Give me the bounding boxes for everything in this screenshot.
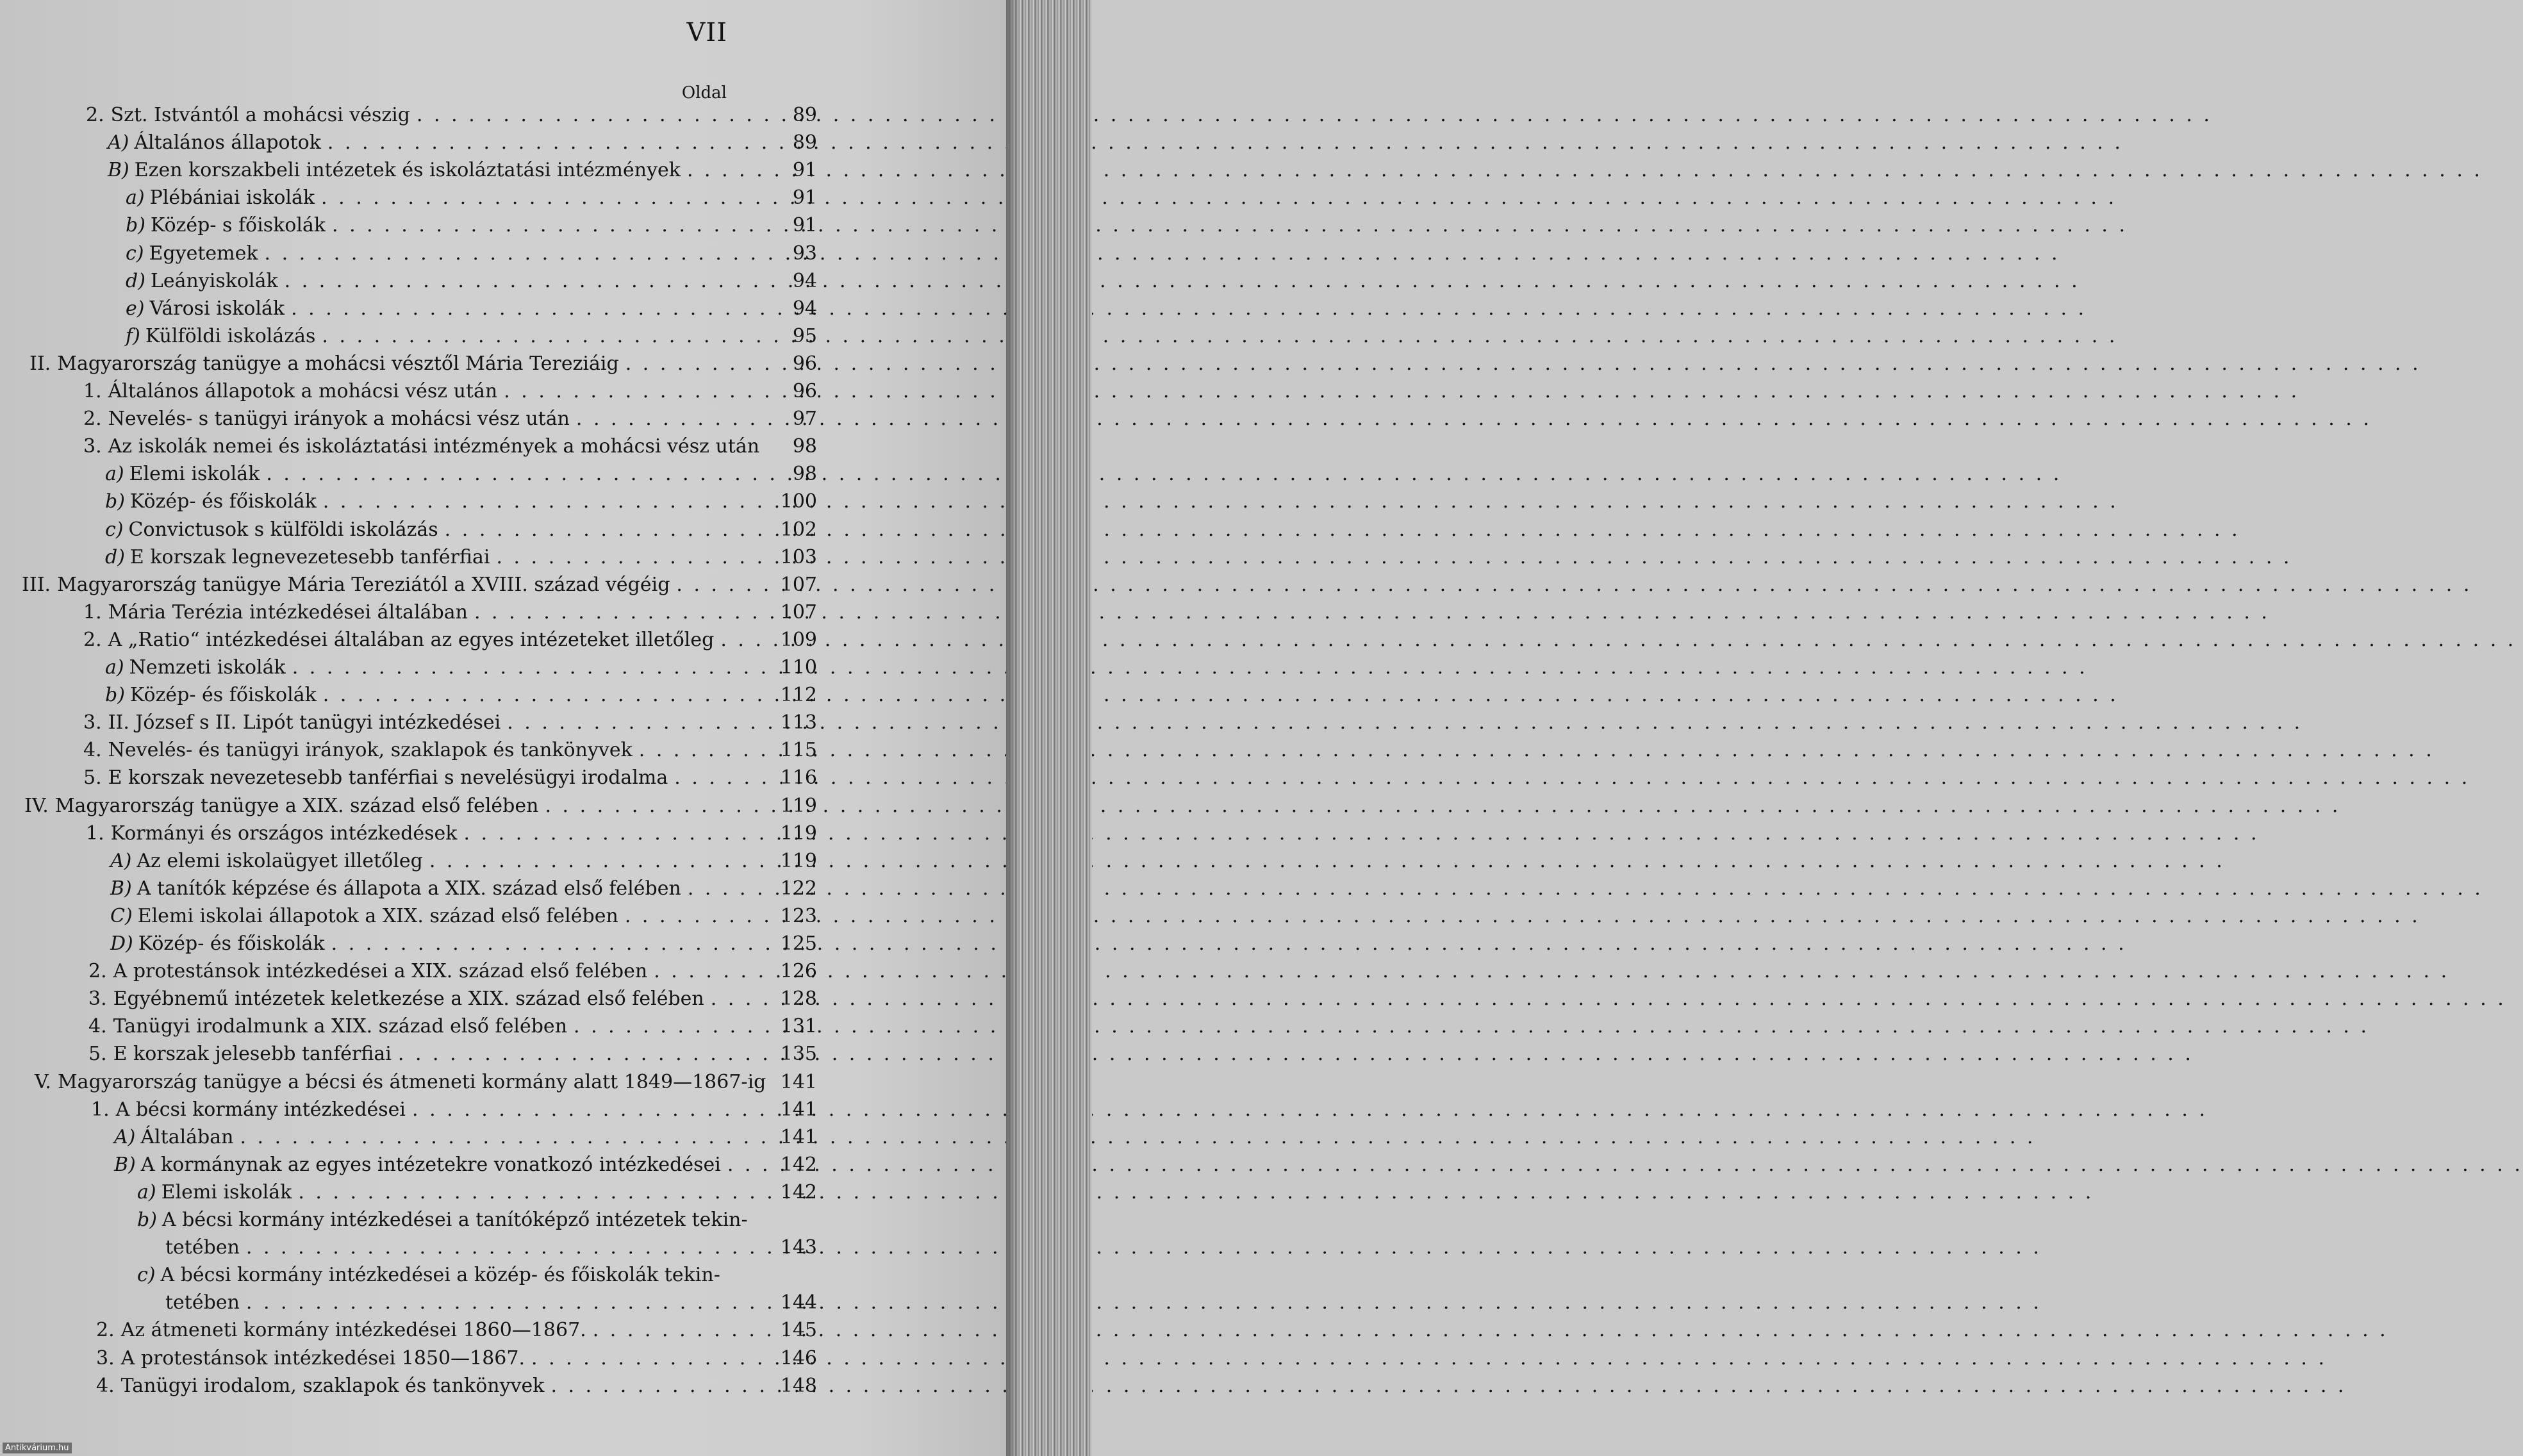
- dot-leader: [285, 297, 775, 320]
- toc-entry-label: [137, 1209, 748, 1231]
- dot-leader: [315, 325, 775, 347]
- toc-entry-page: 107: [780, 573, 817, 596]
- toc-entry-marker: a): [126, 186, 145, 210]
- toc-entry-number: III.: [22, 573, 51, 596]
- toc-entry-title: Az átmeneti kormány intézkedései 1860—1867.: [120, 1319, 586, 1342]
- toc-entry-page: 89: [792, 104, 817, 126]
- toc-entry-label: [88, 1015, 567, 1038]
- toc-entry: [0, 1154, 817, 1181]
- toc-entry-label: [83, 380, 497, 402]
- dot-leader: [619, 352, 775, 375]
- toc-entry-label: [86, 104, 410, 126]
- toc-entry-title: Leányiskolák: [150, 269, 278, 292]
- toc-entry: [0, 1319, 817, 1346]
- toc-entry: [0, 960, 817, 988]
- toc-entry-number: 2.: [96, 1319, 115, 1342]
- dot-leader: [618, 905, 775, 927]
- toc-entry-label: [114, 1154, 721, 1176]
- toc-entry: [0, 242, 817, 270]
- dot-leader: [704, 988, 775, 1010]
- toc-entry-page: 142: [780, 1180, 817, 1204]
- toc-entry: [0, 408, 817, 435]
- toc-entry: [0, 795, 817, 822]
- dot-leader: [278, 270, 775, 292]
- watermark: Antikvárium.hu: [3, 1443, 72, 1453]
- toc-entry-title: Külföldi iskolázás: [145, 324, 316, 347]
- toc-entry: [0, 988, 817, 1015]
- toc-entry-title: Általános állapotok a mohácsi vész után: [108, 380, 498, 402]
- toc-entry-marker: d): [105, 545, 125, 568]
- toc-entry-label: [165, 1291, 240, 1314]
- toc-entry-label: [35, 1071, 766, 1093]
- toc-entry-number: 4.: [83, 739, 102, 762]
- dot-leader: [633, 739, 775, 761]
- toc-entry-marker: a): [105, 463, 124, 486]
- toc-entry: [0, 1264, 817, 1291]
- toc-entry-page: 142: [780, 1153, 817, 1176]
- toc-entry-page: 146: [780, 1346, 817, 1369]
- toc-entry-page: 119: [780, 794, 817, 817]
- toc-entry-marker: B): [110, 877, 132, 900]
- page-number: VII: [686, 18, 727, 47]
- toc-entry-title: A kormánynak az egyes intézetekre vonatkozó intézkedései: [140, 1153, 721, 1176]
- dot-leader: [714, 629, 775, 651]
- toc-entry-page: 113: [780, 711, 817, 734]
- toc-entry-label: [126, 270, 278, 292]
- toc-entry-title: A protestánsok intézkedései 1850—1867.: [120, 1346, 525, 1369]
- toc-entry-marker: c): [105, 518, 124, 541]
- toc-entry-title: tetében: [165, 1291, 240, 1314]
- toc-entry: [0, 822, 817, 850]
- toc-entry-marker: e): [126, 297, 145, 320]
- dot-leader: [668, 766, 775, 789]
- dot-leader: [233, 1126, 775, 1148]
- dot-leader: [410, 104, 775, 126]
- dot-leader: [326, 214, 775, 236]
- toc-entry-label: [83, 766, 668, 789]
- toc-entry-marker: A): [108, 131, 129, 154]
- dot-leader: [315, 186, 775, 209]
- toc-entry-title: Elemi iskolák: [129, 463, 260, 486]
- toc-entry-title: E korszak jelesebb tanférfiai: [113, 1043, 392, 1066]
- toc-entry-page: 89: [792, 131, 817, 154]
- dot-leader: [240, 1291, 775, 1314]
- toc-entry-page: 102: [780, 518, 817, 541]
- toc-entry-page: 93: [792, 242, 817, 265]
- toc-entry-label: [91, 1098, 406, 1121]
- toc-entry-title: Kormányi és országos intézkedések: [110, 822, 458, 845]
- toc-entry-marker: A): [114, 1125, 136, 1148]
- toc-entry-number: 2.: [83, 408, 102, 431]
- toc-entry-label: [24, 795, 538, 817]
- dot-leader: [260, 463, 775, 485]
- toc-entry-page: 91: [792, 214, 817, 237]
- toc-entry-title: Az elemi iskolaügyet illetőleg: [136, 849, 423, 872]
- toc-entry: [0, 214, 817, 242]
- toc-entry-number: 3.: [83, 711, 102, 734]
- toc-entry-title: E korszak nevezetesebb tanférfiai s nevelésügyi irodalma: [108, 766, 668, 790]
- toc-entry: [0, 546, 817, 574]
- toc-entry: [0, 905, 817, 932]
- toc-entry-title: Mária Terézia intézkedései általában: [108, 600, 468, 624]
- page-column-label: Oldal: [681, 83, 727, 103]
- toc-entry-label: [86, 822, 458, 845]
- toc-entry-marker: B): [108, 159, 129, 182]
- toc-entry-page: 123: [780, 904, 817, 927]
- toc-entry-page: 126: [780, 960, 817, 983]
- toc-entry-marker: b): [137, 1209, 157, 1231]
- toc-entry-label: [88, 1043, 392, 1065]
- toc-entry-marker: D): [110, 932, 133, 955]
- dot-leader: [292, 1181, 775, 1204]
- toc-entry: [0, 656, 817, 684]
- toc-entry-page: 91: [792, 159, 817, 182]
- toc-entry-label: [83, 739, 633, 761]
- toc-entry-label: [83, 435, 759, 458]
- toc-entry-number: 3.: [96, 1346, 115, 1369]
- toc-entry-page: 141: [780, 1098, 817, 1121]
- toc-entry-title: Nemzeti iskolák: [129, 656, 286, 679]
- toc-entry-number: 3.: [83, 435, 102, 458]
- toc-entry-page: 131: [780, 1015, 817, 1038]
- dot-leader: [586, 1319, 775, 1341]
- dot-leader: [538, 795, 775, 817]
- toc-entry-marker: a): [105, 656, 124, 679]
- dot-leader: [681, 877, 775, 900]
- toc-entry-marker: B): [114, 1153, 136, 1176]
- toc-entry-page: 94: [792, 297, 817, 320]
- toc-entry-label: [83, 629, 714, 651]
- toc-entry-label: [110, 877, 681, 900]
- toc-entry-label: [88, 960, 647, 982]
- toc-entry-label: [126, 214, 326, 236]
- toc-entry-page: 110: [780, 656, 817, 679]
- toc-entry: [0, 601, 817, 629]
- toc-entry-label: [22, 574, 670, 596]
- toc-entry-page: 107: [780, 600, 817, 624]
- toc-entry-title: Ezen korszakbeli intézetek és iskoláztatási intézmények: [134, 159, 681, 182]
- toc-entry-page: 98: [792, 463, 817, 486]
- toc-entry-page: 125: [780, 932, 817, 955]
- toc-entry: [0, 1347, 817, 1375]
- toc-entry-label: [96, 1319, 586, 1341]
- toc-entry: [0, 684, 817, 711]
- toc-entry-title: A bécsi kormány intézkedései: [115, 1098, 406, 1121]
- dot-leader: [567, 1015, 775, 1038]
- toc-entry: [0, 1015, 817, 1043]
- toc-entry-marker: b): [105, 684, 125, 707]
- toc-entry-page: 119: [780, 822, 817, 845]
- toc-entry-page: 97: [792, 408, 817, 431]
- toc-entry-marker: f): [126, 324, 140, 347]
- toc-entry-marker: c): [126, 242, 144, 265]
- toc-entry: [0, 932, 817, 960]
- toc-entry-page: 141: [780, 1070, 817, 1093]
- toc-entry-page: 96: [792, 380, 817, 402]
- toc-entry-number: 5.: [88, 1043, 107, 1066]
- toc-entry-label: [105, 518, 438, 541]
- toc-entry-title: A tanítók képzése és állapota a XIX. század első felében: [136, 877, 681, 900]
- toc-entry-title: II. József s II. Lipót tanügyi intézkedései: [108, 711, 501, 734]
- toc-entry-number: 4.: [96, 1374, 115, 1397]
- toc-entry-number: 4.: [88, 1015, 107, 1038]
- toc-entry: [0, 270, 817, 297]
- toc-entry-title: E korszak legnevezetesebb tanférfiai: [129, 545, 490, 568]
- toc-entry-page: 143: [780, 1236, 817, 1259]
- toc-entry: [0, 490, 817, 518]
- toc-entry-marker: b): [126, 214, 145, 237]
- toc-entry: [0, 1236, 817, 1264]
- toc-entry-label: [105, 684, 317, 706]
- book-page-edges: [1006, 0, 1092, 1456]
- toc-entry-page: 109: [780, 628, 817, 651]
- toc-entry-page: 115: [780, 739, 817, 762]
- toc-entry-title: Tanügyi irodalmunk a XIX. század első felében: [113, 1015, 568, 1038]
- dot-leader: [500, 711, 775, 734]
- toc-entry-marker: C): [110, 904, 133, 927]
- toc-entry: [0, 574, 817, 601]
- toc-entry-page: 144: [780, 1291, 817, 1314]
- toc-entry-label: [110, 932, 325, 955]
- toc-entry: [0, 186, 817, 214]
- toc-entry-number: 3.: [88, 988, 107, 1011]
- toc-entry-number: 2.: [86, 104, 104, 126]
- dot-leader: [258, 242, 775, 265]
- toc-entry-label: [88, 988, 704, 1010]
- toc-entry-page: 145: [780, 1319, 817, 1342]
- dot-leader: [438, 518, 775, 541]
- toc-entry-label: [137, 1181, 292, 1204]
- toc-entry-page: 148: [780, 1374, 817, 1397]
- toc-entry-page: 96: [792, 352, 817, 375]
- toc-entry: [0, 739, 817, 766]
- toc-entry-label: [29, 352, 619, 375]
- toc-entry-title: Szt. Istvántól a mohácsi vészig: [110, 104, 410, 126]
- toc-entry-number: 2.: [83, 628, 102, 651]
- toc-entry-title: tetében: [165, 1236, 240, 1259]
- toc-entry-label: [165, 1236, 240, 1259]
- toc-entry-label: [126, 186, 315, 209]
- toc-entry-number: V.: [35, 1070, 51, 1093]
- toc-entry-page: 91: [792, 186, 817, 210]
- dot-leader: [544, 1375, 775, 1397]
- toc-entry: [0, 1126, 817, 1154]
- toc-entry-title: Elemi iskolák: [161, 1180, 292, 1204]
- toc-entry-page: 128: [780, 988, 817, 1011]
- toc-entry-number: IV.: [24, 794, 49, 817]
- dot-leader: [286, 656, 775, 679]
- toc-entry-number: 1.: [83, 600, 102, 624]
- toc-entry-marker: a): [137, 1180, 156, 1204]
- toc-entry-title: Magyarország tanügye a bécsi és átmeneti kormány alatt 1849—1867-ig: [57, 1070, 766, 1093]
- toc-entry-marker: c): [137, 1264, 156, 1287]
- toc-entry-title: Általában: [140, 1125, 234, 1148]
- toc-entry-title: Közép- és főiskolák: [129, 490, 317, 513]
- toc-entry: [0, 463, 817, 490]
- dot-leader: [490, 546, 775, 568]
- dot-leader: [721, 1154, 775, 1176]
- toc-entry: [0, 297, 817, 325]
- toc-entry: [0, 1209, 817, 1236]
- toc-entry-title: A bécsi kormány intézkedései a tanítóképző intézetek tekin-: [161, 1209, 748, 1231]
- dot-leader: [423, 850, 775, 872]
- toc-entry-page: 141: [780, 1125, 817, 1148]
- toc-entry-title: Közép- és főiskolák: [138, 932, 325, 955]
- toc-entry-number: 2.: [88, 960, 107, 983]
- toc-entry-title: Közép- és főiskolák: [129, 684, 317, 707]
- toc-entry-label: [105, 463, 260, 485]
- toc-entry-title: Általános állapotok: [134, 131, 321, 154]
- toc-entry-page: 95: [792, 324, 817, 347]
- toc-entry-page: 103: [780, 545, 817, 568]
- book-page: [0, 0, 1006, 1456]
- dot-leader: [647, 960, 775, 982]
- toc-entry-marker: A): [110, 849, 132, 872]
- toc-entry-title: Városi iskolák: [149, 297, 285, 320]
- toc-entry-label: [110, 905, 618, 927]
- toc-entry-label: [83, 408, 570, 430]
- toc-entry-page: 122: [780, 877, 817, 900]
- toc-entry-page: 94: [792, 269, 817, 292]
- toc-entry-label: [108, 131, 321, 154]
- toc-entry: [0, 159, 817, 186]
- toc-entry-page: 116: [780, 766, 817, 790]
- toc-entry: [0, 325, 817, 352]
- toc-entry-number: 1.: [86, 822, 104, 845]
- toc-entry-title: Magyarország tanügye a XIX. század első felében: [54, 794, 539, 817]
- toc-entry-title: Közép- s főiskolák: [150, 214, 326, 237]
- toc-entry: [0, 380, 817, 408]
- toc-entry-label: [126, 242, 258, 265]
- toc-entry-title: A „Ratio“ intézkedései általában az egyes intézeteket illetőleg: [108, 628, 715, 651]
- toc-entry-label: [108, 159, 681, 181]
- toc-entry-marker: b): [105, 490, 125, 513]
- toc-entry-number: 5.: [83, 766, 102, 790]
- toc-entry-label: [83, 601, 468, 624]
- dot-leader: [392, 1043, 775, 1065]
- toc-entry-number: 1.: [91, 1098, 110, 1121]
- toc-entry-marker: d): [126, 269, 145, 292]
- dot-leader: [468, 601, 775, 624]
- toc-entry-number: 1.: [83, 380, 102, 402]
- toc-entry-label: [105, 546, 490, 568]
- toc-entry-label: [110, 850, 423, 872]
- toc-entry-label: [96, 1347, 525, 1369]
- dot-leader: [525, 1347, 775, 1369]
- toc-entry-page: 135: [780, 1043, 817, 1066]
- toc-entry: [0, 1181, 817, 1209]
- toc-entry-label: [105, 656, 286, 679]
- toc-entry-page: 100: [780, 490, 817, 513]
- toc-entry: [0, 877, 817, 905]
- toc-entry: [0, 1043, 817, 1070]
- toc-entry: [0, 352, 817, 380]
- dot-leader: [681, 159, 775, 181]
- toc-entry: [0, 850, 817, 877]
- toc-entry-title: Convictusok s külföldi iskolázás: [128, 518, 438, 541]
- toc-entry-page: 98: [792, 435, 817, 458]
- toc-entry-label: [114, 1126, 233, 1148]
- dot-leader: [670, 574, 775, 596]
- toc-entry: [0, 711, 817, 739]
- toc-entry-label: [126, 297, 285, 320]
- toc-entry-title: A protestánsok intézkedései a XIX. század első felében: [113, 960, 648, 983]
- dot-leader: [570, 408, 775, 430]
- toc-entry: [0, 104, 817, 131]
- dot-leader: [325, 932, 775, 955]
- toc-entry: [0, 629, 817, 656]
- toc-entry-title: Egyetemek: [149, 242, 258, 265]
- toc-entry-page: 112: [780, 684, 817, 707]
- toc-entry-number: II.: [29, 352, 51, 375]
- dot-leader: [458, 822, 775, 845]
- toc-entry-title: Egyébnemű intézetek keletkezése a XIX. század első felében: [113, 988, 704, 1011]
- toc-entry: [0, 435, 817, 463]
- dot-leader: [240, 1236, 775, 1259]
- toc-entry-title: Magyarország tanügye Mária Tereziától a XVIII. század végéig: [57, 573, 670, 596]
- toc-entry-label: [105, 490, 317, 513]
- toc-entry: [0, 1098, 817, 1126]
- dot-leader: [497, 380, 775, 402]
- toc-entry-label: [96, 1375, 544, 1397]
- toc-entry-label: [126, 325, 315, 347]
- toc-entry: [0, 766, 817, 794]
- toc-entry: [0, 1375, 817, 1402]
- toc-entry-page: 119: [780, 849, 817, 872]
- toc-entry-label: [83, 711, 500, 734]
- toc-entry: [0, 518, 817, 546]
- toc-entry-title: Magyarország tanügye a mohácsi vésztől Mária Tereziáig: [57, 352, 619, 375]
- toc-entry: [0, 131, 817, 159]
- toc-entry-title: Nevelés- és tanügyi irányok, szaklapok és tankönyvek: [108, 739, 633, 762]
- toc-entry-label: [137, 1264, 720, 1286]
- dot-leader: [317, 490, 775, 513]
- dot-leader: [406, 1098, 775, 1121]
- toc-entry-title: Plébániai iskolák: [149, 186, 315, 210]
- toc-entry-title: A bécsi kormány intézkedései a közép- és főiskolák tekin-: [160, 1264, 720, 1287]
- dot-leader: [321, 131, 775, 154]
- toc-entry: [0, 1291, 817, 1319]
- toc-entry-title: Elemi iskolai állapotok a XIX. század első felében: [137, 904, 618, 927]
- toc-entry-title: Nevelés- s tanügyi irányok a mohácsi vész után: [108, 408, 570, 431]
- toc-entry: [0, 1071, 817, 1098]
- toc-entry-title: Tanügyi irodalom, szaklapok és tankönyvek: [120, 1374, 545, 1397]
- toc-entry-title: Az iskolák nemei és iskoláztatási intézmények a mohácsi vész után: [108, 435, 760, 458]
- dot-leader: [317, 684, 775, 706]
